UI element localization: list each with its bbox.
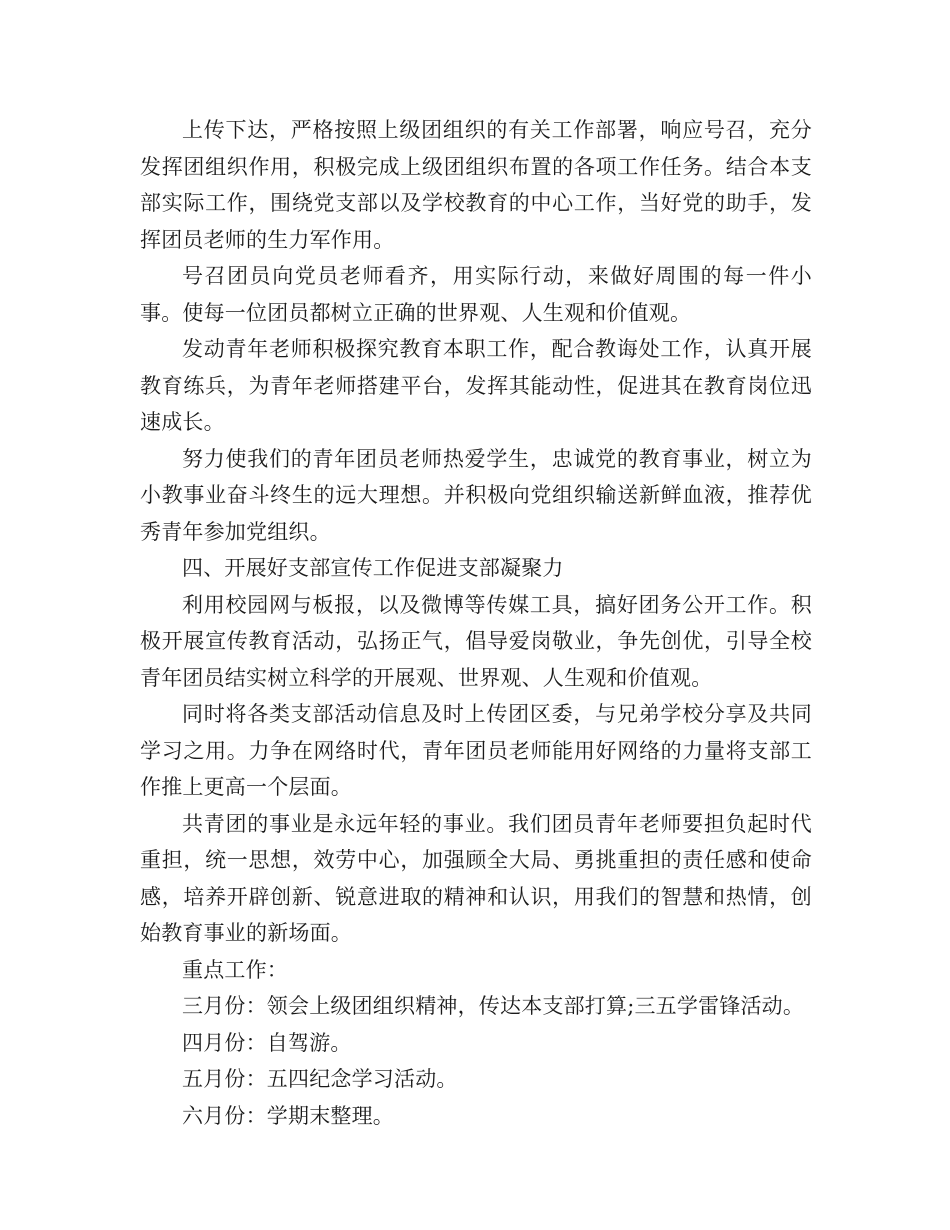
- paragraph: 发动青年老师积极探究教育本职工作，配合教诲处工作，认真开展教育练兵，为青年老师搭建平台，发挥其能动性，促进其在教育岗位迅速成长。: [140, 337, 812, 434]
- schedule-item-may: 五月份：五四纪念学习活动。: [182, 1067, 458, 1091]
- schedule-item-june: 六月份：学期末整理。: [182, 1103, 394, 1128]
- key-work-heading: 重点工作：: [182, 957, 288, 982]
- document-body: [140, 112, 812, 1134]
- section-heading: 四、开展好支部宣传工作促进支部凝聚力: [182, 556, 564, 580]
- paragraph: 努力使我们的青年团员老师热爱学生，忠诚党的教育事业，树立为小教事业奋斗终生的远大理想。并积极向党组织输送新鲜血液，推荐优秀青年参加党组织。: [140, 446, 812, 544]
- paragraph: 号召团员向党员老师看齐，用实际行动，来做好周围的每一件小事。使每一位团员都树立正确的世界观、人生观和价值观。: [140, 264, 812, 325]
- paragraph: 上传下达，严格按照上级团组织的有关工作部署，响应号召，充分发挥团组织作用，积极完成上级团组织布置的各项工作任务。结合本支部实际工作，围绕党支部以及学校教育的中心工作，当好党的助手，发挥团员老师的生力军作用。: [140, 118, 812, 252]
- schedule-item-march: 三月份：领会上级团组织精神，传达本支部打算;三五学雷锋活动。: [182, 994, 805, 1018]
- paragraph: 共青团的事业是永远年轻的事业。我们团员青年老师要担负起时代重担，统一思想，效劳中心，加强顾全大局、勇挑重担的责任感和使命感，培养开辟创新、锐意进取的精神和认识，用我们的智慧和热情，创始教育事业的新场面。: [140, 811, 812, 945]
- paragraph: 同时将各类支部活动信息及时上传团区委，与兄弟学校分享及共同学习之用。力争在网络时代，青年团员老师能用好网络的力量将支部工作推上更高一个层面。: [140, 702, 812, 799]
- schedule-item-april: 四月份：自驾游。: [182, 1030, 352, 1055]
- paragraph: 利用校园网与板报，以及微博等传媒工具，搞好团务公开工作。积极开展宣传教育活动，弘扬正气，倡导爱岗敬业，争先创优，引导全校青年团员结实树立科学的开展观、世界观、人生观和价值观。: [140, 592, 812, 690]
